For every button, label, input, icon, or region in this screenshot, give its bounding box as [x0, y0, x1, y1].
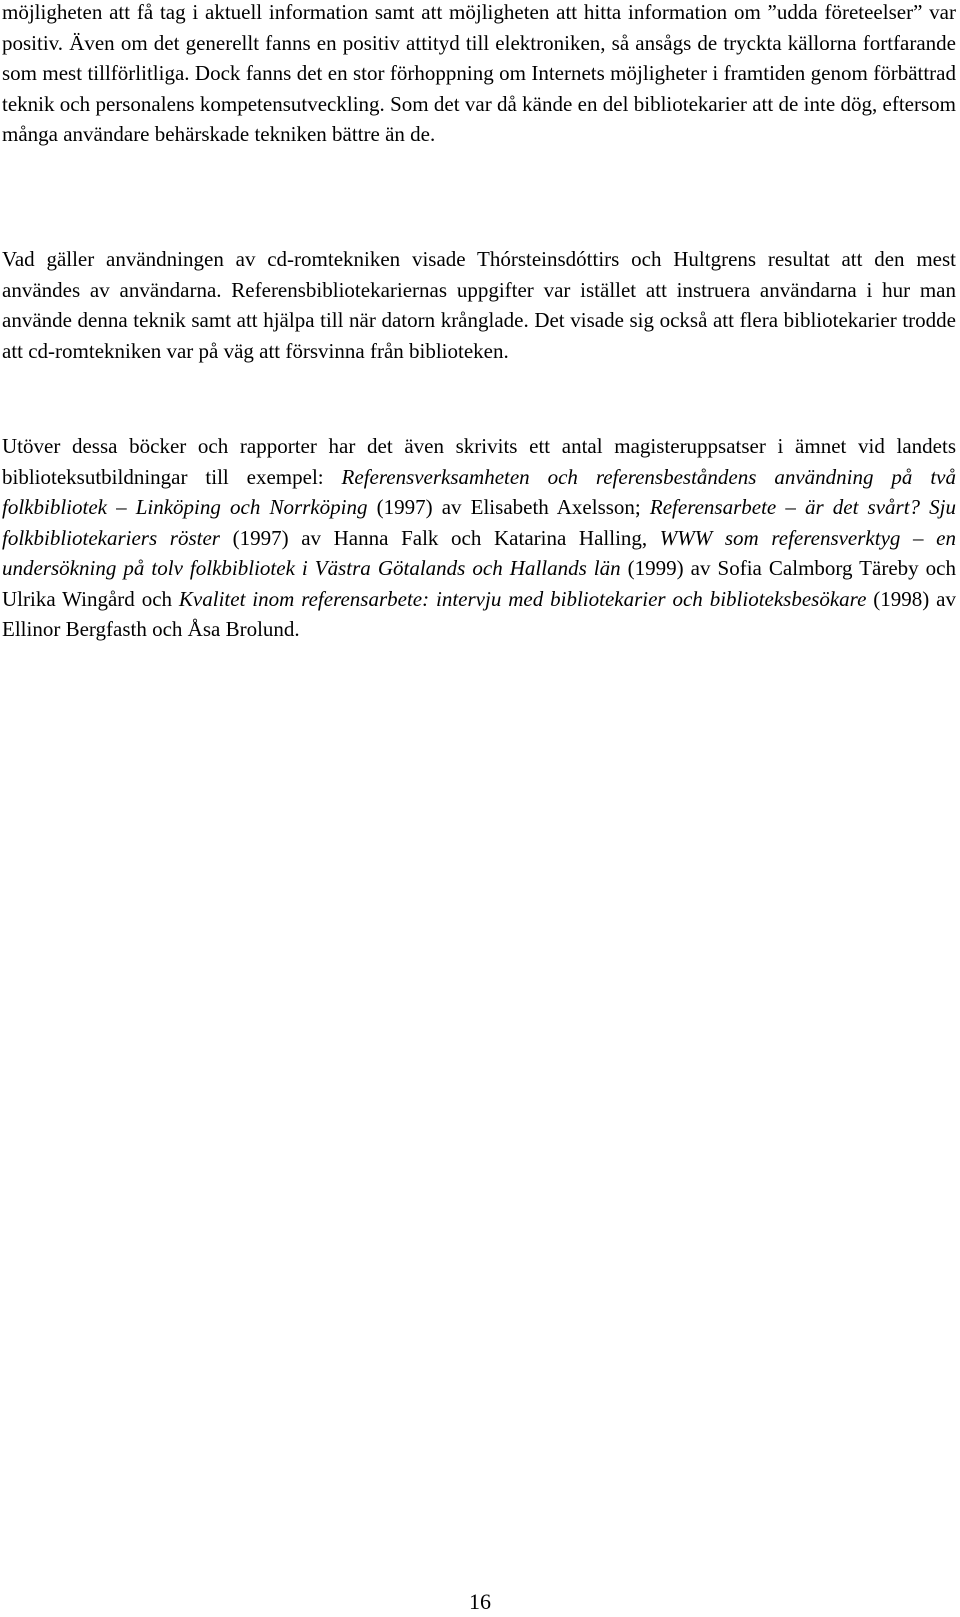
- title-kvalitet-inom-referensarbete: Kvalitet inom referensarbete: intervju med bibliotekarier och biblioteksbesökare: [178, 586, 867, 611]
- paragraph-1: [2, 0, 956, 150]
- title-referensverksamheten: Referensverksamheten och referensbeståndens användning på två folkbibliotek – Linköping och Norrköping: [2, 464, 956, 519]
- paragraph-3-text-b: (1997) av Elisabeth Axelsson;: [367, 495, 650, 519]
- page-number: 16: [469, 1589, 491, 1614]
- paragraph-1-text: möjligheten att få tag i aktuell information samt att möjligheten att hitta information om ”udda företeelser” var positiv. Även om det generellt fanns en positiv attityd till elektroniken, så ansågs de tryckta källorna fortfarande som mest tillförlitliga. Dock fanns det en stor förhoppning om Internets möjligheter i framtiden genom förbättrad teknik och personalens kompetensutveckling. Som det var då kände en del bibliotekarier att de inte dög, eftersom många användare behärskade tekniken bättre än de.: [2, 0, 956, 146]
- paragraph-3-text-a: Utöver dessa böcker och rapporter har det även skrivits ett antal magisteruppsatser i ämnet vid landets biblioteksutbildningar till exempel:: [2, 434, 956, 489]
- title-referensarbete: Referensarbete – är det svårt? Sju folkbibliotekariers röster: [2, 495, 957, 550]
- paragraph-3-text-c: (1997) av Hanna Falk och Katarina Halling,: [219, 525, 660, 550]
- paragraph-3: [2, 431, 956, 645]
- paragraph-3-text-d: (1999) av Sofia Calmborg Täreby och Ulrika Wingård och: [2, 556, 956, 611]
- paragraph-2: [2, 244, 956, 366]
- title-www-som-referensverktyg: WWW som referensverktyg – en undersökning på tolv folkbibliotek i Västra Götalands och Hallands län: [2, 525, 956, 580]
- paragraph-2-text: Vad gäller användningen av cd-romtekniken visade Thórsteinsdóttirs och Hultgrens resultat att den mest användes av användarna. Referensbibliotekariernas uppgifter var istället att instruera användarna i hur man använde denna teknik samt att hjälpa till när datorn krånglade. Det visade sig också att flera bibliotekarier trodde att cd-romtekniken var på väg att försvinna från biblioteken.: [2, 247, 956, 363]
- paragraph-3-text-e: (1998) av Ellinor Bergfasth och Åsa Brolund.: [2, 586, 956, 641]
